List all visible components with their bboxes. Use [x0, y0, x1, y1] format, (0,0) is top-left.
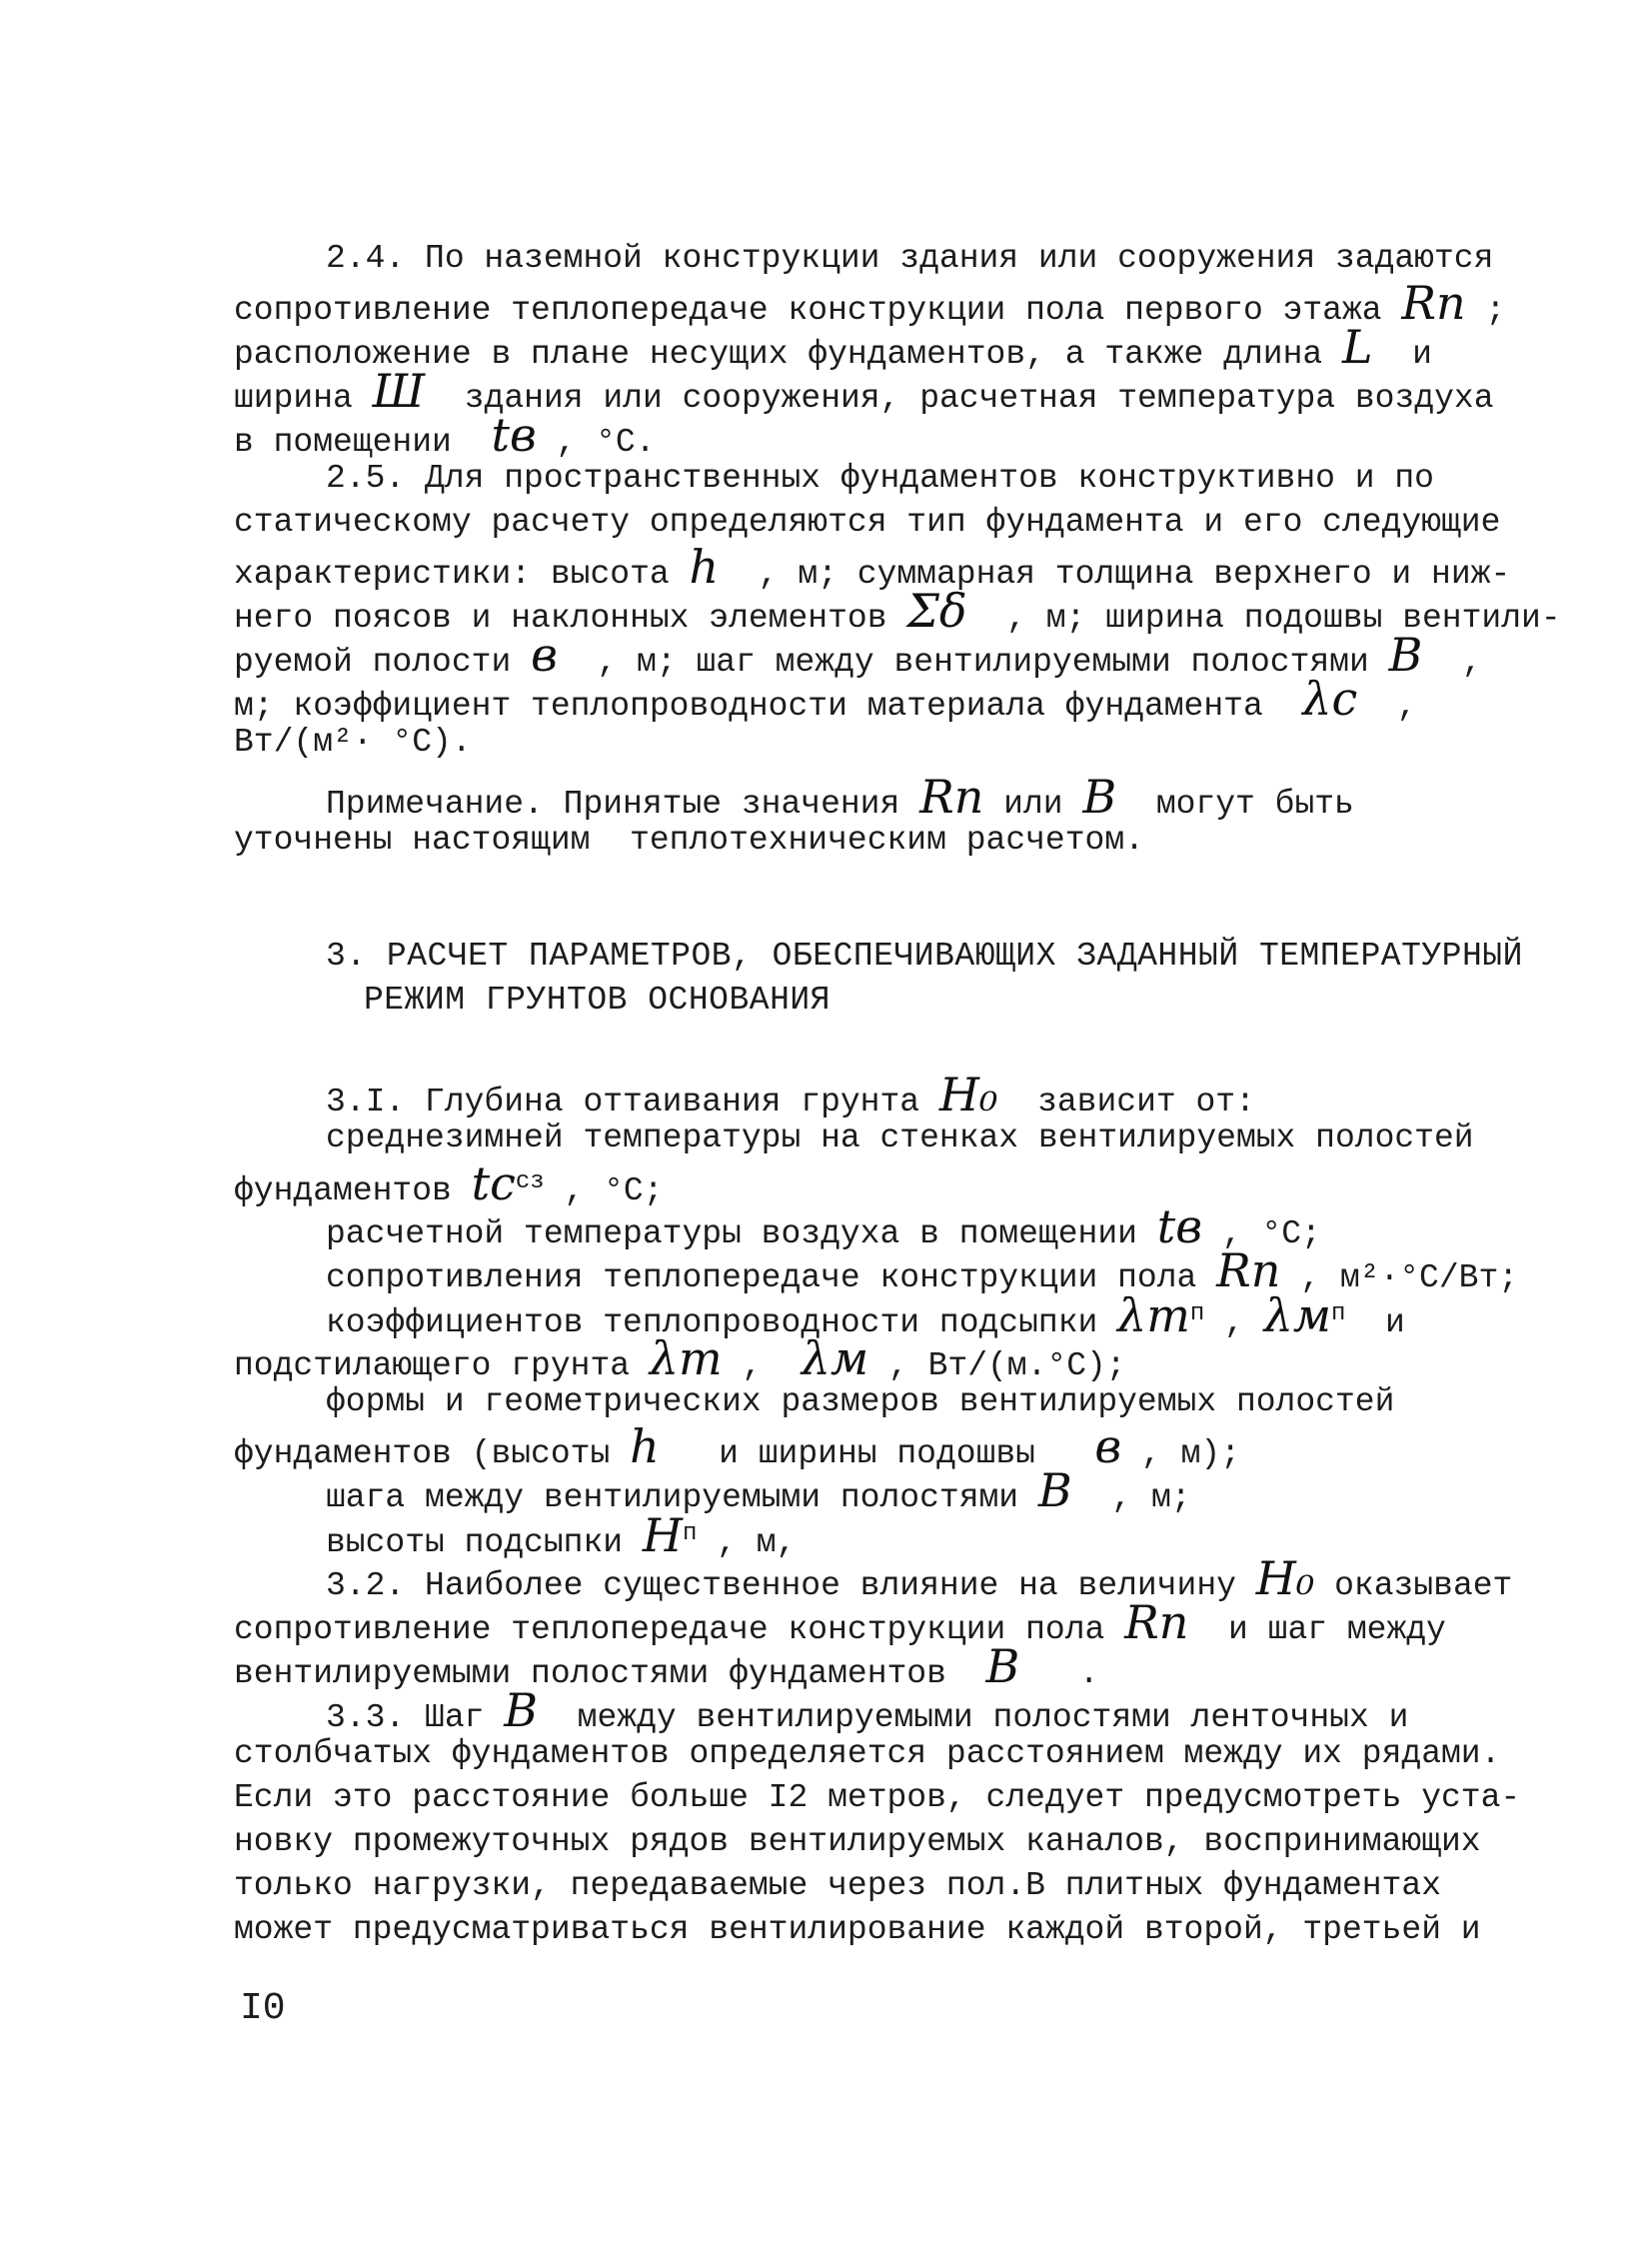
symbol-lambda-m: λм — [1263, 1288, 1332, 1342]
symbol-lambda-t: λт — [649, 1331, 723, 1385]
p33-line-2: столбчатых фундаментов определяется расстоянием между их рядами. — [234, 1735, 1501, 1772]
p25-line-6: м; коэффициент теплопроводности материала фундамента λс , — [234, 672, 1417, 726]
p24-line-1: 2.4. По наземной конструкции здания или сооружения задаются — [326, 240, 1494, 277]
p31-line-1: 3.I. Глубина оттаивания грунта H₀ зависит от: — [326, 1068, 1255, 1122]
p31-line-10: шага между вентилируемыми полостями В , м; — [326, 1463, 1191, 1517]
p24-line-4: ширина Ш здания или сооружения, расчетная температура воздуха — [234, 364, 1494, 418]
symbol-B: В — [985, 1639, 1020, 1693]
symbol-R-floor: Rп — [919, 770, 984, 824]
p32-line-3: вентилируемыми полостями фундаментов В . — [234, 1639, 1099, 1693]
p25-line-1: 2.5. Для пространственных фундаментов конструктивно и по — [326, 460, 1434, 497]
p31-line-2: среднезимней температуры на стенках вентилируемых полостей — [326, 1120, 1474, 1156]
symbol-B: В — [504, 1683, 539, 1737]
symbol-Sh: Ш — [372, 364, 426, 418]
p33-line-4: новку промежуточных рядов вентилируемых каналов, воспринимающих — [234, 1823, 1481, 1860]
symbol-H-fill: H — [642, 1508, 683, 1562]
p33-line-3: Если это расстояние больше I2 метров, следует предусмотреть уста- — [234, 1779, 1521, 1816]
p32-line-2: сопротивление теплопередаче конструкции пола Rп и шаг между — [234, 1595, 1446, 1649]
symbol-H0: H₀ — [938, 1068, 998, 1122]
section3-heading-line-1: 3. РАСЧЕТ ПАРАМЕТРОВ, ОБЕСПЕЧИВАЮЩИХ ЗАДАННЫЙ ТЕМПЕРАТУРНЫЙ — [326, 938, 1523, 975]
section3-heading-line-2: РЕЖИМ ГРУНТОВ ОСНОВАНИЯ — [364, 982, 830, 1019]
symbol-lambda-t: λт — [1117, 1288, 1190, 1342]
symbol-lambda-c: λс — [1302, 672, 1358, 726]
p25-line-7: Вт/(м²· °С). — [234, 724, 472, 761]
symbol-t-air: tв — [1156, 1199, 1203, 1253]
p24-line-5: в помещении tв , °С. — [234, 408, 656, 462]
symbol-b: в — [531, 628, 558, 682]
p25-line-2: статическому расчету определяются тип фундамента и его следующие — [234, 504, 1501, 541]
symbol-R-floor: Rп — [1401, 276, 1466, 330]
symbol-b: в — [1094, 1419, 1122, 1473]
symbol-L: L — [1341, 320, 1373, 374]
symbol-R-floor: Rп — [1124, 1595, 1189, 1649]
symbol-H0: H₀ — [1255, 1551, 1315, 1605]
symbol-lambda-m: λм — [801, 1331, 869, 1385]
p24-line-3: расположение в плане несущих фундаментов, а также длина L и — [234, 320, 1432, 374]
symbol-h: h — [689, 540, 720, 594]
symbol-h: h — [630, 1419, 660, 1473]
p31-line-3: фундаментов $tс^{сз}$ , °С; — [234, 1156, 664, 1210]
symbol-t-c: tс — [471, 1156, 516, 1210]
p31-line-7: подстилающего грунта λт , λм , Вт/(м.°С); — [234, 1331, 1126, 1385]
p31-line-9: фундаментов (высоты h и ширины подошвы в , м); — [234, 1419, 1240, 1473]
symbol-B: В — [1388, 628, 1423, 682]
p32-line-1: 3.2. Наиболее существенное влияние на величину H₀ оказывает — [326, 1551, 1513, 1605]
symbol-B: В — [1037, 1463, 1072, 1517]
note-line-2: уточнены настоящим теплотехническим расчетом. — [234, 822, 1144, 859]
p33-line-1: 3.3. Шаг В между вентилируемыми полостями ленточных и — [326, 1683, 1409, 1737]
p33-line-5: только нагрузки, передаваемые через пол.В плитных фундаментах — [234, 1867, 1441, 1904]
p25-line-3: характеристики: высота h , м; суммарная толщина верхнего и ниж- — [234, 540, 1511, 594]
p33-line-6: может предусматриваться вентилирование каждой второй, третьей и — [234, 1911, 1481, 1948]
note-line-1: Примечание. Принятые значения Rп или В могут быть — [326, 770, 1354, 824]
p31-line-11: высоты подсыпки $H^п$ , м, — [326, 1508, 797, 1562]
symbol-sum-delta: Σδ — [906, 584, 967, 638]
p31-line-4: расчетной температуры воздуха в помещении tв , °С; — [326, 1199, 1321, 1253]
p31-line-6: коэффициентов теплопроводности подсыпки $\lambda т^п$ , $\lambda м^п$ и — [326, 1288, 1405, 1342]
p25-line-4: него поясов и наклонных элементов Σδ , м; ширина подошвы вентили- — [234, 584, 1561, 638]
symbol-B: В — [1082, 770, 1117, 824]
page-number: I0 — [240, 1987, 286, 2030]
p25-line-5: руемой полости в , м; шаг между вентилируемыми полостями В , — [234, 628, 1482, 682]
p31-line-8: формы и геометрических размеров вентилируемых полостей — [326, 1383, 1395, 1420]
p24-line-2: сопротивление теплопередаче конструкции пола первого этажа Rп ; — [234, 276, 1506, 330]
symbol-t-air: tв — [491, 408, 537, 462]
p31-line-5: сопротивления теплопередаче конструкции пола Rп , м²·°С/Вт; — [326, 1243, 1519, 1297]
symbol-R-floor: Rп — [1216, 1243, 1281, 1297]
